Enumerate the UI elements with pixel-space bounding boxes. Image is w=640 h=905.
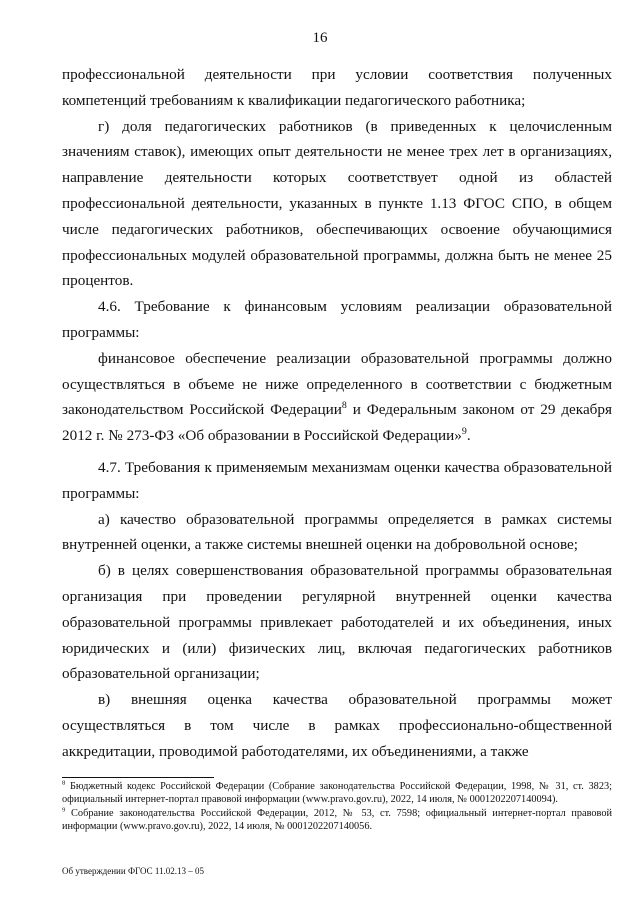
paragraph-financial-end: . (466, 427, 471, 445)
footnotes (62, 781, 612, 835)
footnote-mark-9: 9 (62, 806, 66, 814)
paragraph-financial-text-2: и Федеральным законом от 29 декабря 2012 г. № 273-ФЗ «Об образовании в Российской Федерации» (62, 401, 612, 445)
footnote-separator (62, 777, 214, 778)
paragraph-continuation: профессиональной деятельности при условии соответствия полученных компетенций требованиям к квалификации педагогического работника; (62, 66, 612, 109)
document-body (62, 62, 612, 765)
footnote-ref-8: 8 (341, 400, 347, 412)
document-footer: Об утверждении ФГОС 11.02.13 – 05 (62, 866, 205, 876)
paragraph-financial (62, 346, 612, 449)
footnote-9-text: Собрание законодательства Российской Федерации, 2012, № 53, ст. 7598; официальный интернет-портал правовой информации (www.pravo.gov.ru), 2022, 14 июля, № 0001202207140056. (62, 808, 612, 832)
section-heading-4-6: 4.6. Требование к финансовым условиям реализации образовательной программы: (62, 298, 612, 341)
footnote-8-text: Бюджетный кодекс Российской Федерации (Собрание законодательства Российской Федерации, 1998, № 31, ст. 3823; официальный интернет-портал правовой информации (www.pravo.gov.ru), 2022, 14 июля, № 0001202207140094). (62, 781, 612, 805)
footnote-9 (62, 808, 612, 833)
section-heading-4-7: 4.7. Требования к применяемым механизмам оценки качества образовательной программы: (62, 458, 612, 502)
footnote-mark-8: 8 (62, 779, 66, 787)
paragraph-item-g: г) доля педагогических работников (в приведенных к целочисленным значениям ставок), имеющих опыт деятельности не менее трех лет в организациях, направление деятельности которых соответствует одной из областей профессиональной деятельности, указанных в пункте 1.13 ФГОС СПО, в общем числе педагогических работников, обеспечивающих освоение обучающимися профессиональных модулей образовательной программы, должна быть не менее 25 процентов. (62, 117, 612, 290)
footnote-8 (62, 781, 612, 806)
footnote-ref-9: 9 (461, 426, 467, 438)
paragraph-item-a: а) качество образовательной программы определяется в рамках системы внутренней оценки, а также системы внешней оценки на добровольной основе; (62, 510, 612, 554)
page-number: 16 (312, 30, 328, 46)
paragraph-item-v: в) внешняя оценка качества образовательной программы может осуществляться в том числе в рамках профессионально-общественной аккредитации, проводимой работодателями, их объединениями, а также (62, 691, 612, 760)
paragraph-financial-text-1: финансовое обеспечение реализации образовательной программы должно осуществляться в объеме не ниже определенного в соответствии с бюджетным законодательством Российской Федерации (62, 349, 612, 419)
paragraph-item-b: б) в целях совершенствования образовательной программы образовательная организация при проведении регулярной внутренней оценки качества образовательной программы привлекает работодателей и их объединения, иных юридических и (или) физических лиц, включая педагогических работников образовательной организации; (62, 562, 612, 683)
